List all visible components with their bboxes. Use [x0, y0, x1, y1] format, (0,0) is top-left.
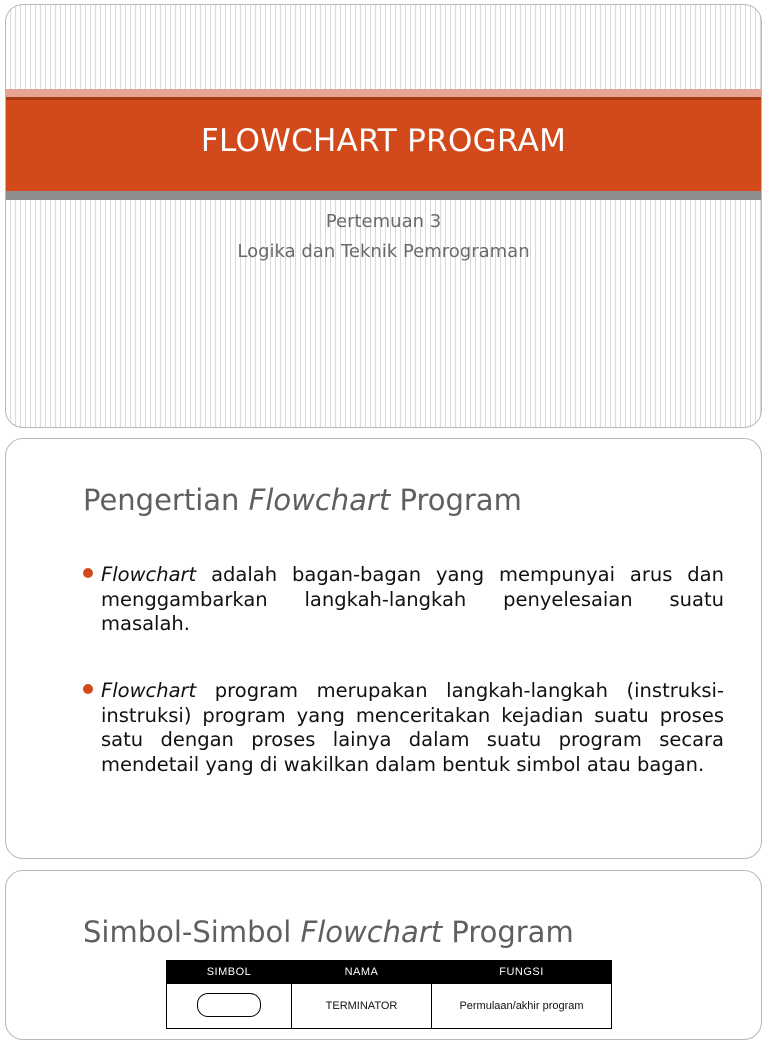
subtitle-meeting: Pertemuan 3	[325, 211, 442, 232]
flowchart-symbol-table	[166, 960, 612, 1029]
symbol-cell	[167, 984, 292, 1029]
title-slide	[5, 4, 762, 428]
bullet-dot-icon	[83, 684, 93, 694]
heading-italic: Flowchart	[248, 483, 391, 517]
bullet-text	[101, 563, 724, 637]
heading-italic: Flowchart	[300, 915, 443, 949]
bullet-italic: Flowchart	[101, 679, 197, 702]
nama-cell: TERMINATOR	[292, 984, 432, 1029]
column-header-simbol: SIMBOL	[167, 961, 292, 984]
slide-heading	[83, 483, 522, 517]
symbols-slide	[5, 870, 762, 1040]
column-header-nama: NAMA	[292, 961, 432, 984]
definition-slide	[5, 438, 762, 859]
heading-suffix: Program	[442, 915, 574, 949]
title-band-shadow	[6, 191, 761, 200]
bullet-item	[83, 563, 724, 637]
bullet-body: program merupakan langkah-langkah (instruksi-instruksi) program yang menceritakan kejadian suatu proses satu dengan proses lainya dalam suatu program secara mendetail yang di wakilkan dalam bentuk simbol atau bagan.	[101, 679, 724, 776]
table-row	[167, 984, 612, 1029]
bullet-italic: Flowchart	[101, 563, 197, 586]
table-header-row	[167, 961, 612, 984]
column-header-fungsi: FUNGSI	[432, 961, 612, 984]
heading-suffix: Program	[390, 483, 522, 517]
bullet-dot-icon	[83, 568, 93, 578]
bullet-item	[83, 679, 724, 777]
bullet-text	[101, 679, 724, 777]
bullet-body: adalah bagan-bagan yang mempunyai arus dan menggambarkan langkah-langkah penyelesaian suatu masalah.	[101, 563, 724, 635]
heading-prefix: Simbol-Simbol	[83, 915, 301, 949]
fungsi-cell: Permulaan/akhir program	[432, 984, 612, 1029]
terminator-symbol-icon	[197, 993, 261, 1017]
slide-heading	[83, 915, 574, 949]
heading-prefix: Pengertian	[83, 483, 249, 517]
subtitle-course: Logika dan Teknik Pemrograman	[237, 241, 530, 262]
slide-title: FLOWCHART PROGRAM	[200, 123, 567, 159]
title-band-accent	[6, 89, 761, 97]
